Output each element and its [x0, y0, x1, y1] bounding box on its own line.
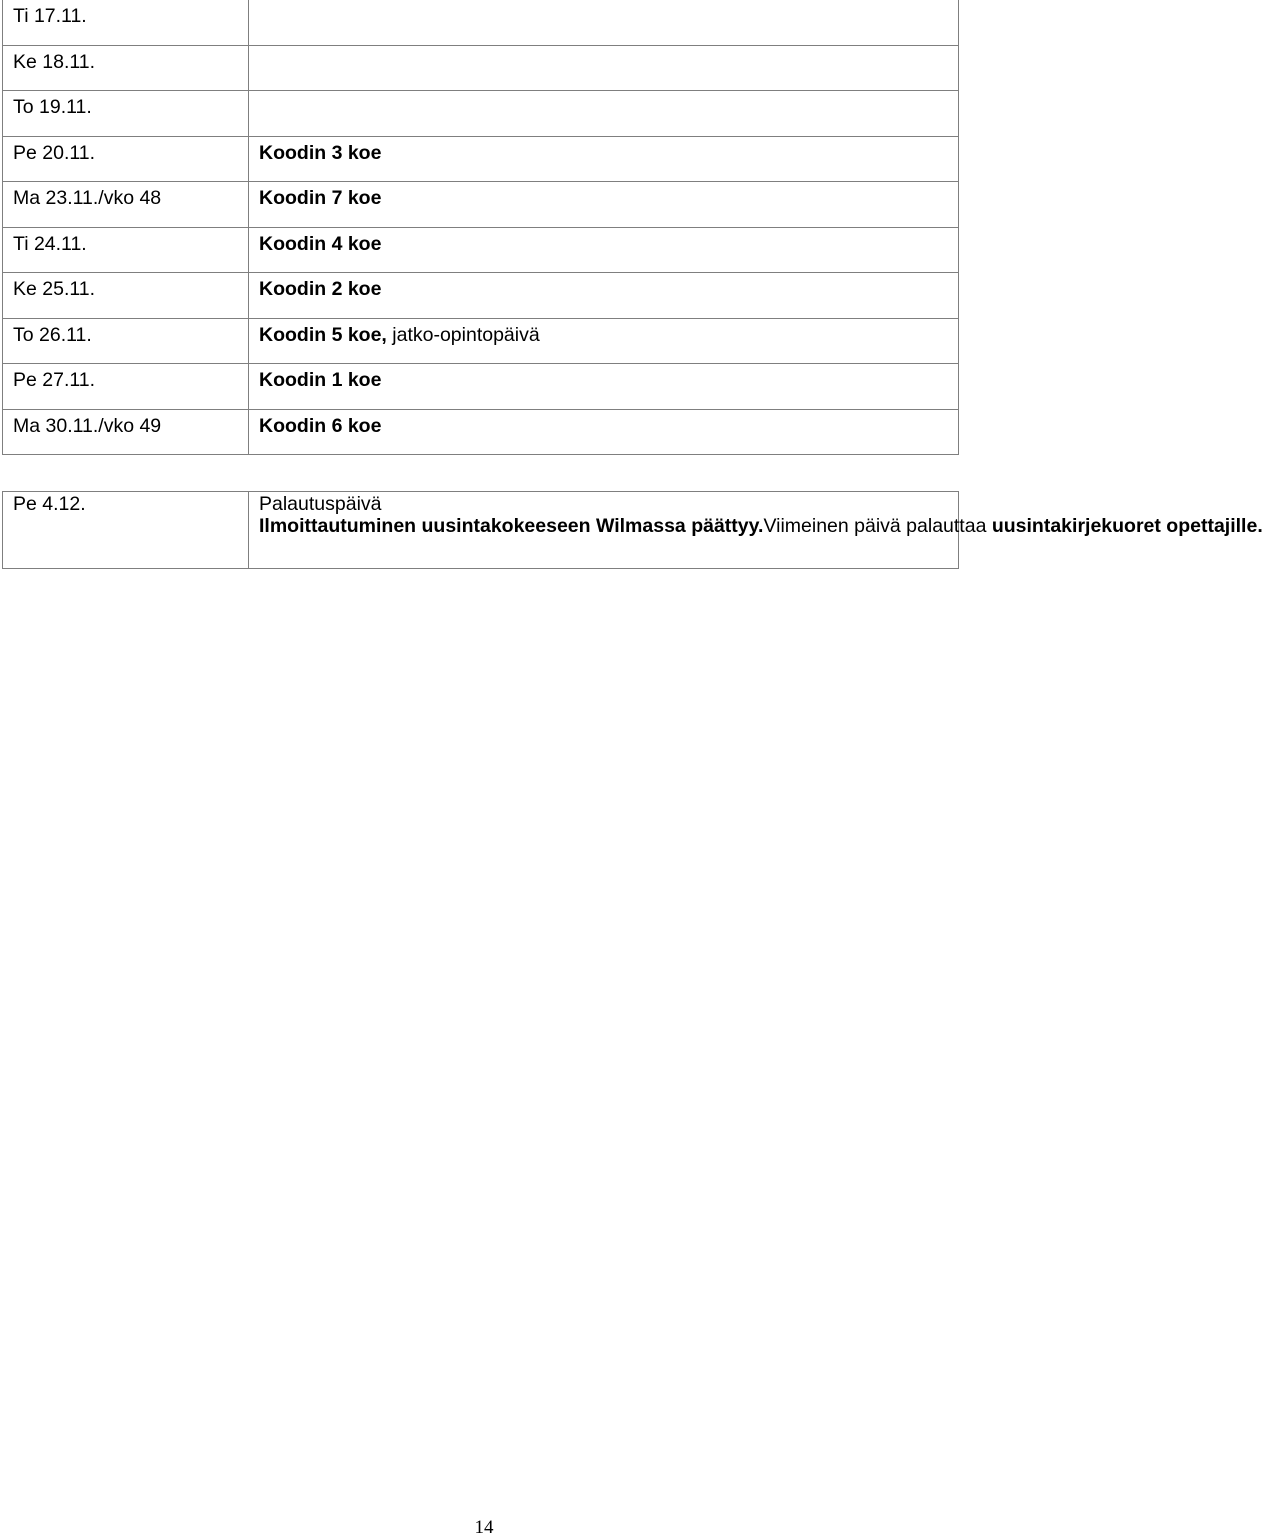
table-row — [3, 45, 959, 91]
date-cell: Pe 27.11. — [3, 364, 249, 410]
page-number: 14 — [474, 1517, 494, 1538]
event-cell — [249, 227, 959, 273]
event-cell — [249, 364, 959, 410]
event-cell — [249, 136, 959, 182]
table-row — [3, 227, 959, 273]
table-row — [3, 91, 959, 137]
event-cell — [249, 0, 959, 45]
table-row — [3, 492, 959, 569]
table-row — [3, 318, 959, 364]
event-cell — [249, 273, 959, 319]
table-row — [3, 0, 959, 45]
date-cell: Ma 23.11./vko 48 — [3, 182, 249, 228]
event-cell — [249, 91, 959, 137]
table-row — [3, 409, 959, 455]
event-bold-text: Koodin 4 koe — [259, 232, 382, 255]
event-cell — [249, 45, 959, 91]
event-cell — [249, 182, 959, 228]
table-row — [3, 273, 959, 319]
event-bold-text: Koodin 5 koe, — [259, 323, 387, 346]
date-cell: Ke 18.11. — [3, 45, 249, 91]
event-bold-text: Koodin 6 koe — [259, 414, 382, 437]
return-day-table — [2, 491, 1263, 569]
date-cell: Ti 24.11. — [3, 227, 249, 273]
date-cell: To 26.11. — [3, 318, 249, 364]
date-cell: Ti 17.11. — [3, 0, 249, 45]
event-bold-text: Koodin 1 koe — [259, 369, 382, 391]
table-row — [3, 136, 959, 182]
date-cell: Pe 20.11. — [3, 136, 249, 182]
return-day-title: Palautuspäivä — [259, 493, 382, 515]
return-day-description — [249, 492, 1263, 569]
registration-deadline-note: Ilmoittautuminen uusintakokeeseen Wilmassa päättyy. — [259, 515, 764, 537]
event-bold-text: Koodin 2 koe — [259, 278, 382, 300]
exam-schedule-table — [2, 0, 959, 455]
event-bold-text: Koodin 3 koe — [259, 141, 382, 164]
date-cell: Ma 30.11./vko 49 — [3, 409, 249, 455]
date-cell: To 19.11. — [3, 91, 249, 137]
event-cell — [249, 318, 959, 364]
event-cell — [249, 409, 959, 455]
date-cell: Ke 25.11. — [3, 273, 249, 319]
event-normal-text: jatko-opintopäivä — [386, 323, 540, 346]
date-cell: Pe 4.12. — [3, 492, 249, 569]
event-bold-text: Koodin 7 koe — [259, 187, 382, 209]
table-row — [3, 182, 959, 228]
envelopes-note: uusintakirjekuoret opettajille. — [991, 515, 1263, 537]
last-day-note: Viimeinen päivä palauttaa — [763, 515, 992, 537]
table-row — [3, 364, 959, 410]
